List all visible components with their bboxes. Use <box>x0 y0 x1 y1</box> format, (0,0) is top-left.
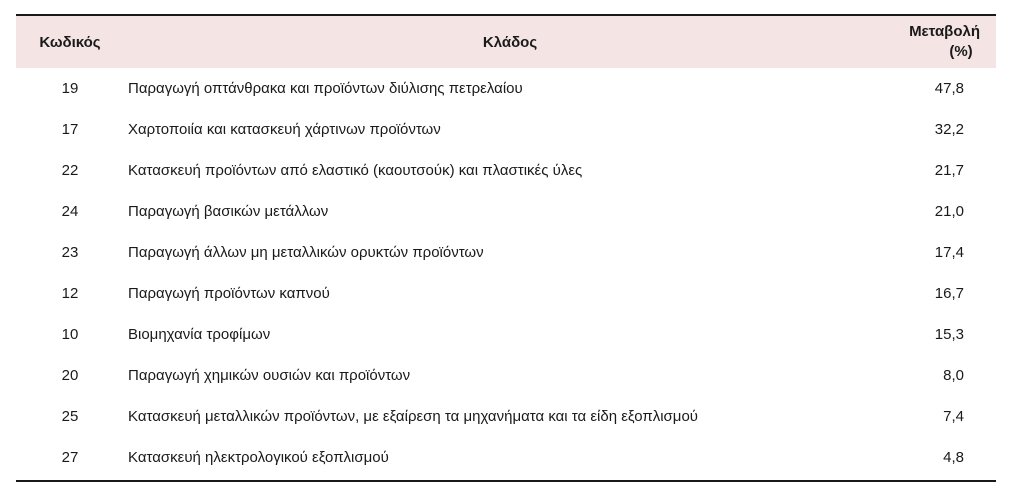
row-code: 17 <box>61 121 79 138</box>
row-code: 23 <box>61 244 79 261</box>
header-change-unit: (%) <box>949 43 973 60</box>
row-code: 20 <box>61 367 79 384</box>
row-change: 7,4 <box>943 408 964 425</box>
row-change: 21,0 <box>934 203 964 220</box>
row-sector: Κατασκευή ηλεκτρολογικού εξοπλισμού <box>128 449 389 466</box>
row-sector: Κατασκευή μεταλλικών προϊόντων, με εξαίρεση τα μηχανήματα και τα είδη εξοπλισμού <box>128 408 698 425</box>
row-sector: Παραγωγή βασικών μετάλλων <box>128 203 329 220</box>
row-code: 27 <box>61 449 79 466</box>
row-sector: Παραγωγή οπτάνθρακα και προϊόντων διύλισης πετρελαίου <box>128 80 523 97</box>
row-change: 32,2 <box>934 121 964 138</box>
sector-change-table <box>16 14 996 482</box>
table-row <box>16 191 996 232</box>
header-code: Κωδικός <box>39 33 101 51</box>
table-row <box>16 232 996 273</box>
row-change: 17,4 <box>934 244 964 261</box>
row-code: 19 <box>61 80 79 97</box>
row-change: 4,8 <box>943 449 964 466</box>
table-row <box>16 109 996 150</box>
table-row <box>16 314 996 355</box>
row-change: 15,3 <box>934 326 964 343</box>
row-change: 8,0 <box>943 367 964 384</box>
row-change: 21,7 <box>934 162 964 179</box>
table-body <box>16 68 996 478</box>
table-row <box>16 437 996 478</box>
table-row <box>16 68 996 109</box>
header-change <box>896 22 996 62</box>
header-change-label: Μεταβολή <box>909 23 980 40</box>
row-code: 24 <box>61 203 79 220</box>
table-row <box>16 273 996 314</box>
header-sector: Κλάδος <box>482 33 538 51</box>
row-code: 22 <box>61 162 79 179</box>
row-change: 16,7 <box>934 285 964 302</box>
row-change: 47,8 <box>934 80 964 97</box>
row-sector: Βιομηχανία τροφίμων <box>128 326 271 343</box>
row-code: 12 <box>61 285 79 302</box>
table-row <box>16 396 996 437</box>
table-header <box>16 16 996 68</box>
row-sector: Παραγωγή προϊόντων καπνού <box>128 285 330 302</box>
row-code: 10 <box>61 326 79 343</box>
row-sector: Παραγωγή άλλων μη μεταλλικών ορυκτών προϊόντων <box>128 244 484 261</box>
row-sector: Χαρτοποιία και κατασκευή χάρτινων προϊόντων <box>128 121 441 138</box>
row-sector: Κατασκευή προϊόντων από ελαστικό (καουτσούκ) και πλαστικές ύλες <box>128 162 583 179</box>
row-sector: Παραγωγή χημικών ουσιών και προϊόντων <box>128 367 411 384</box>
table-row <box>16 150 996 191</box>
row-code: 25 <box>61 408 79 425</box>
table-row <box>16 355 996 396</box>
